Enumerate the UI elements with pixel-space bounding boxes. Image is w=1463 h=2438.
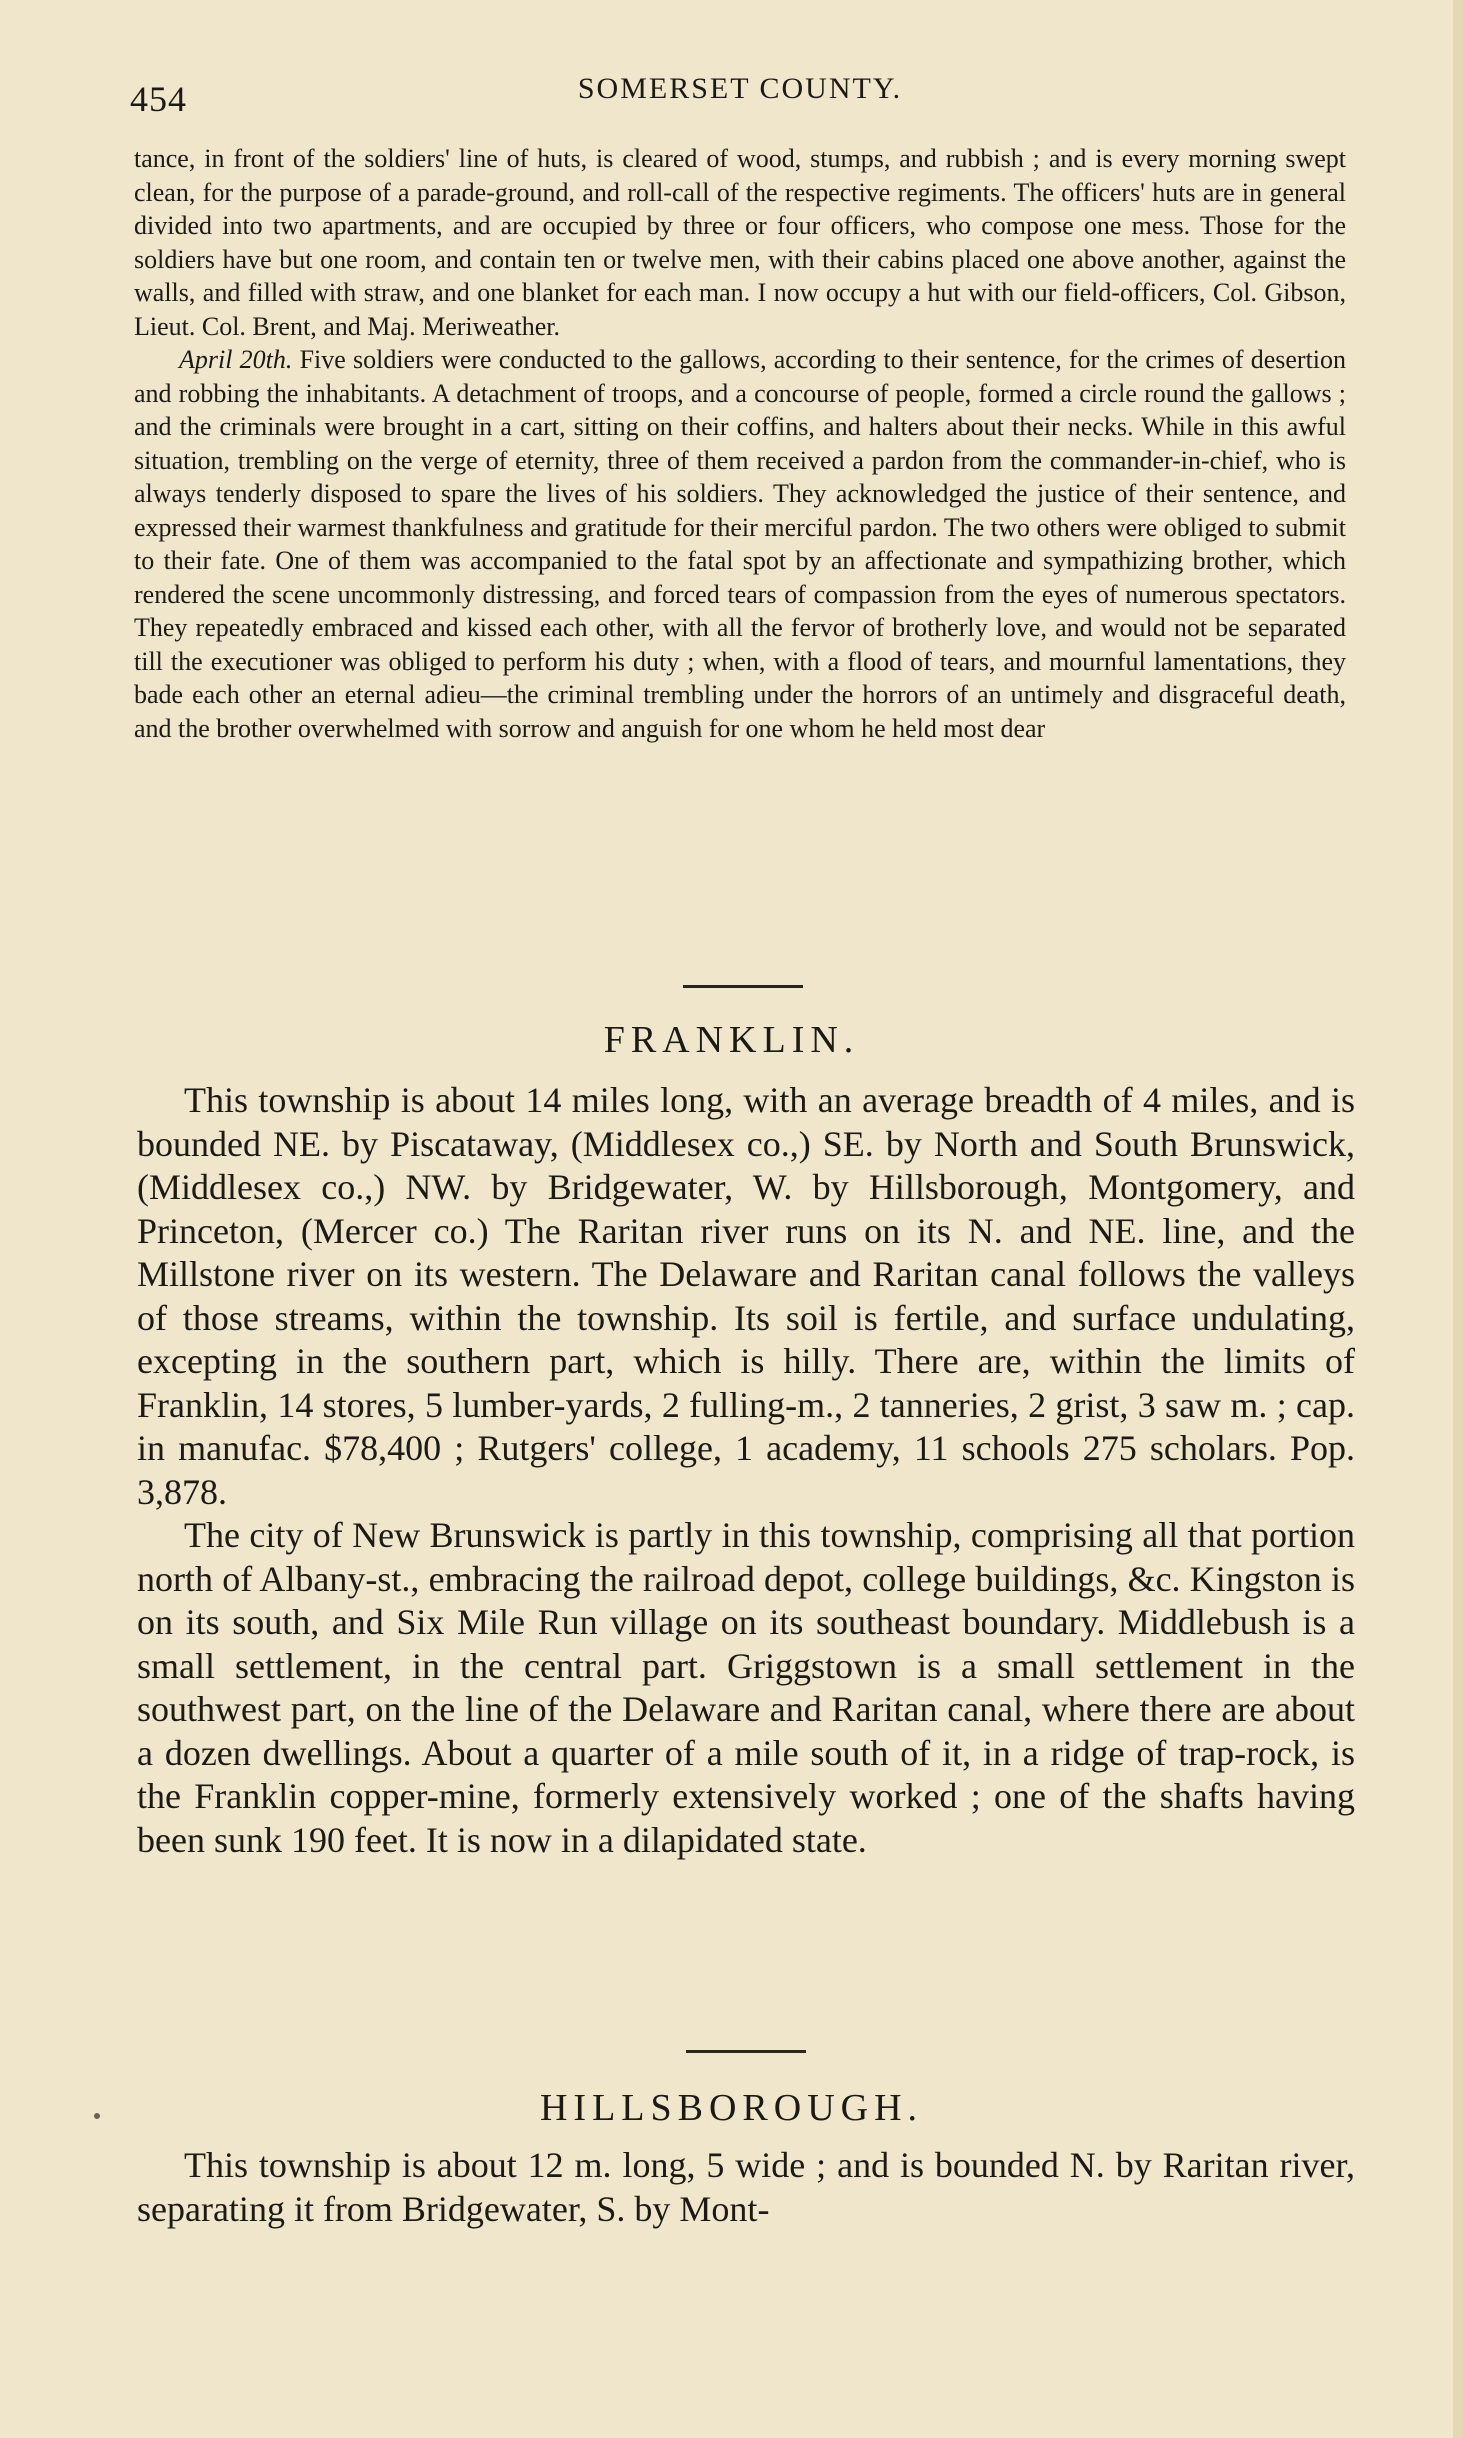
continued-paragraph: tance, in front of the soldiers' line of huts, is cleared of wood, stumps, and rubbish ; and is every morning swept clean, for the purpose of a parade-ground, and roll-call of the respective regiments. The officers' huts are in general divided into two apartments, and are occupied by three or four officers, who compose one mess. Those for the soldiers have but one room, and contain ten or twelve men, with their cabins placed one above another, against the walls, and filled with straw, and one blanket for each man. I now occupy a hut with our field-officers, Col. Gibson, Lieut. Col. Brent, and Maj. Meriweather. (134, 144, 1346, 341)
franklin-section-body (137, 1079, 1355, 1862)
diary-date: April 20th. (179, 345, 293, 374)
page-edge (1453, 0, 1463, 2438)
section-heading-franklin: FRANKLIN. (603, 1019, 860, 1061)
page-header (130, 70, 1350, 120)
diary-entry-paragraph (134, 343, 1346, 745)
hillsborough-section-body (137, 2144, 1355, 2231)
page-number: 454 (130, 79, 187, 119)
diary-entry-text: Five soldiers were conducted to the gallows, according to their sentence, for the crimes of desertion and robbing the inhabitants. A detachment of troops, and a concourse of people, formed a circle round the gallows ; and the criminals were brought in a cart, sitting on their coffins, and halters about their necks. While in this awful situation, trembling on the verge of eternity, three of them received a pardon from the commander-in-chief, who is always tenderly disposed to spare the lives of his soldiers. They acknowledged the justice of their sentence, and expressed their warmest thankfulness and gratitude for their merciful pardon. The two others were obliged to submit to their fate. One of them was accompanied to the fatal spot by an affectionate and sympathizing brother, which rendered the scene uncommonly distressing, and forced tears of compassion from the eyes of numerous spectators. They repeatedly embraced and kissed each other, with all the fervor of brotherly love, and would not be separated till the executioner was obliged to perform his duty ; when, with a flood of tears, and mournful lamentations, they bade each other an eternal adieu—the criminal trembling under the horrors of an untimely and disgraceful death, and the brother overwhelmed with sorrow and anguish for one whom he held most dear (134, 345, 1347, 743)
section-divider (686, 2050, 806, 2053)
section-divider (683, 985, 803, 988)
franklin-paragraph-1: This township is about 14 miles long, with an average breadth of 4 miles, and is bounded NE. by Piscataway, (Middlesex co.,) SE. by North and South Brunswick, (Middlesex co.,) NW. by Bridgewater, W. by Hillsborough, Montgomery, and Princeton, (Mercer co.) The Raritan river runs on its N. and NE. line, and the Millstone river on its western. The Delaware and Raritan canal follows the valleys of those streams, within the township. Its soil is fertile, and surface undulating, excepting in the southern part, which is hilly. There are, within the limits of Franklin, 14 stores, 5 lumber-yards, 2 fulling-m., 2 tanneries, 2 grist, 3 saw m. ; cap. in manufac. $78,400 ; Rutgers' college, 1 academy, 11 schools 275 scholars. Pop. 3,878. (137, 1080, 1355, 1512)
running-title: SOMERSET COUNTY. (577, 72, 903, 105)
section-heading-hillsborough: HILLSBOROUGH. (539, 2087, 924, 2129)
hillsborough-paragraph-1: This township is about 12 m. long, 5 wide ; and is bounded N. by Raritan river, separating it from Bridgewater, S. by Mont- (137, 2145, 1355, 2229)
continued-text-block (134, 142, 1346, 745)
franklin-paragraph-2: The city of New Brunswick is partly in this township, comprising all that portion north of Albany-st., embracing the railroad depot, college buildings, &c. Kingston is on its south, and Six Mile Run village on its southeast boundary. Middlebush is a small settlement, in the central part. Griggstown is a small settlement in the southwest part, on the line of the Delaware and Raritan canal, where there are about a dozen dwellings. About a quarter of a mile south of it, in a ridge of trap-rock, is the Franklin copper-mine, formerly extensively worked ; one of the shafts having been sunk 190 feet. It is now in a dilapidated state. (137, 1515, 1355, 1860)
paper-speck (94, 2113, 100, 2119)
